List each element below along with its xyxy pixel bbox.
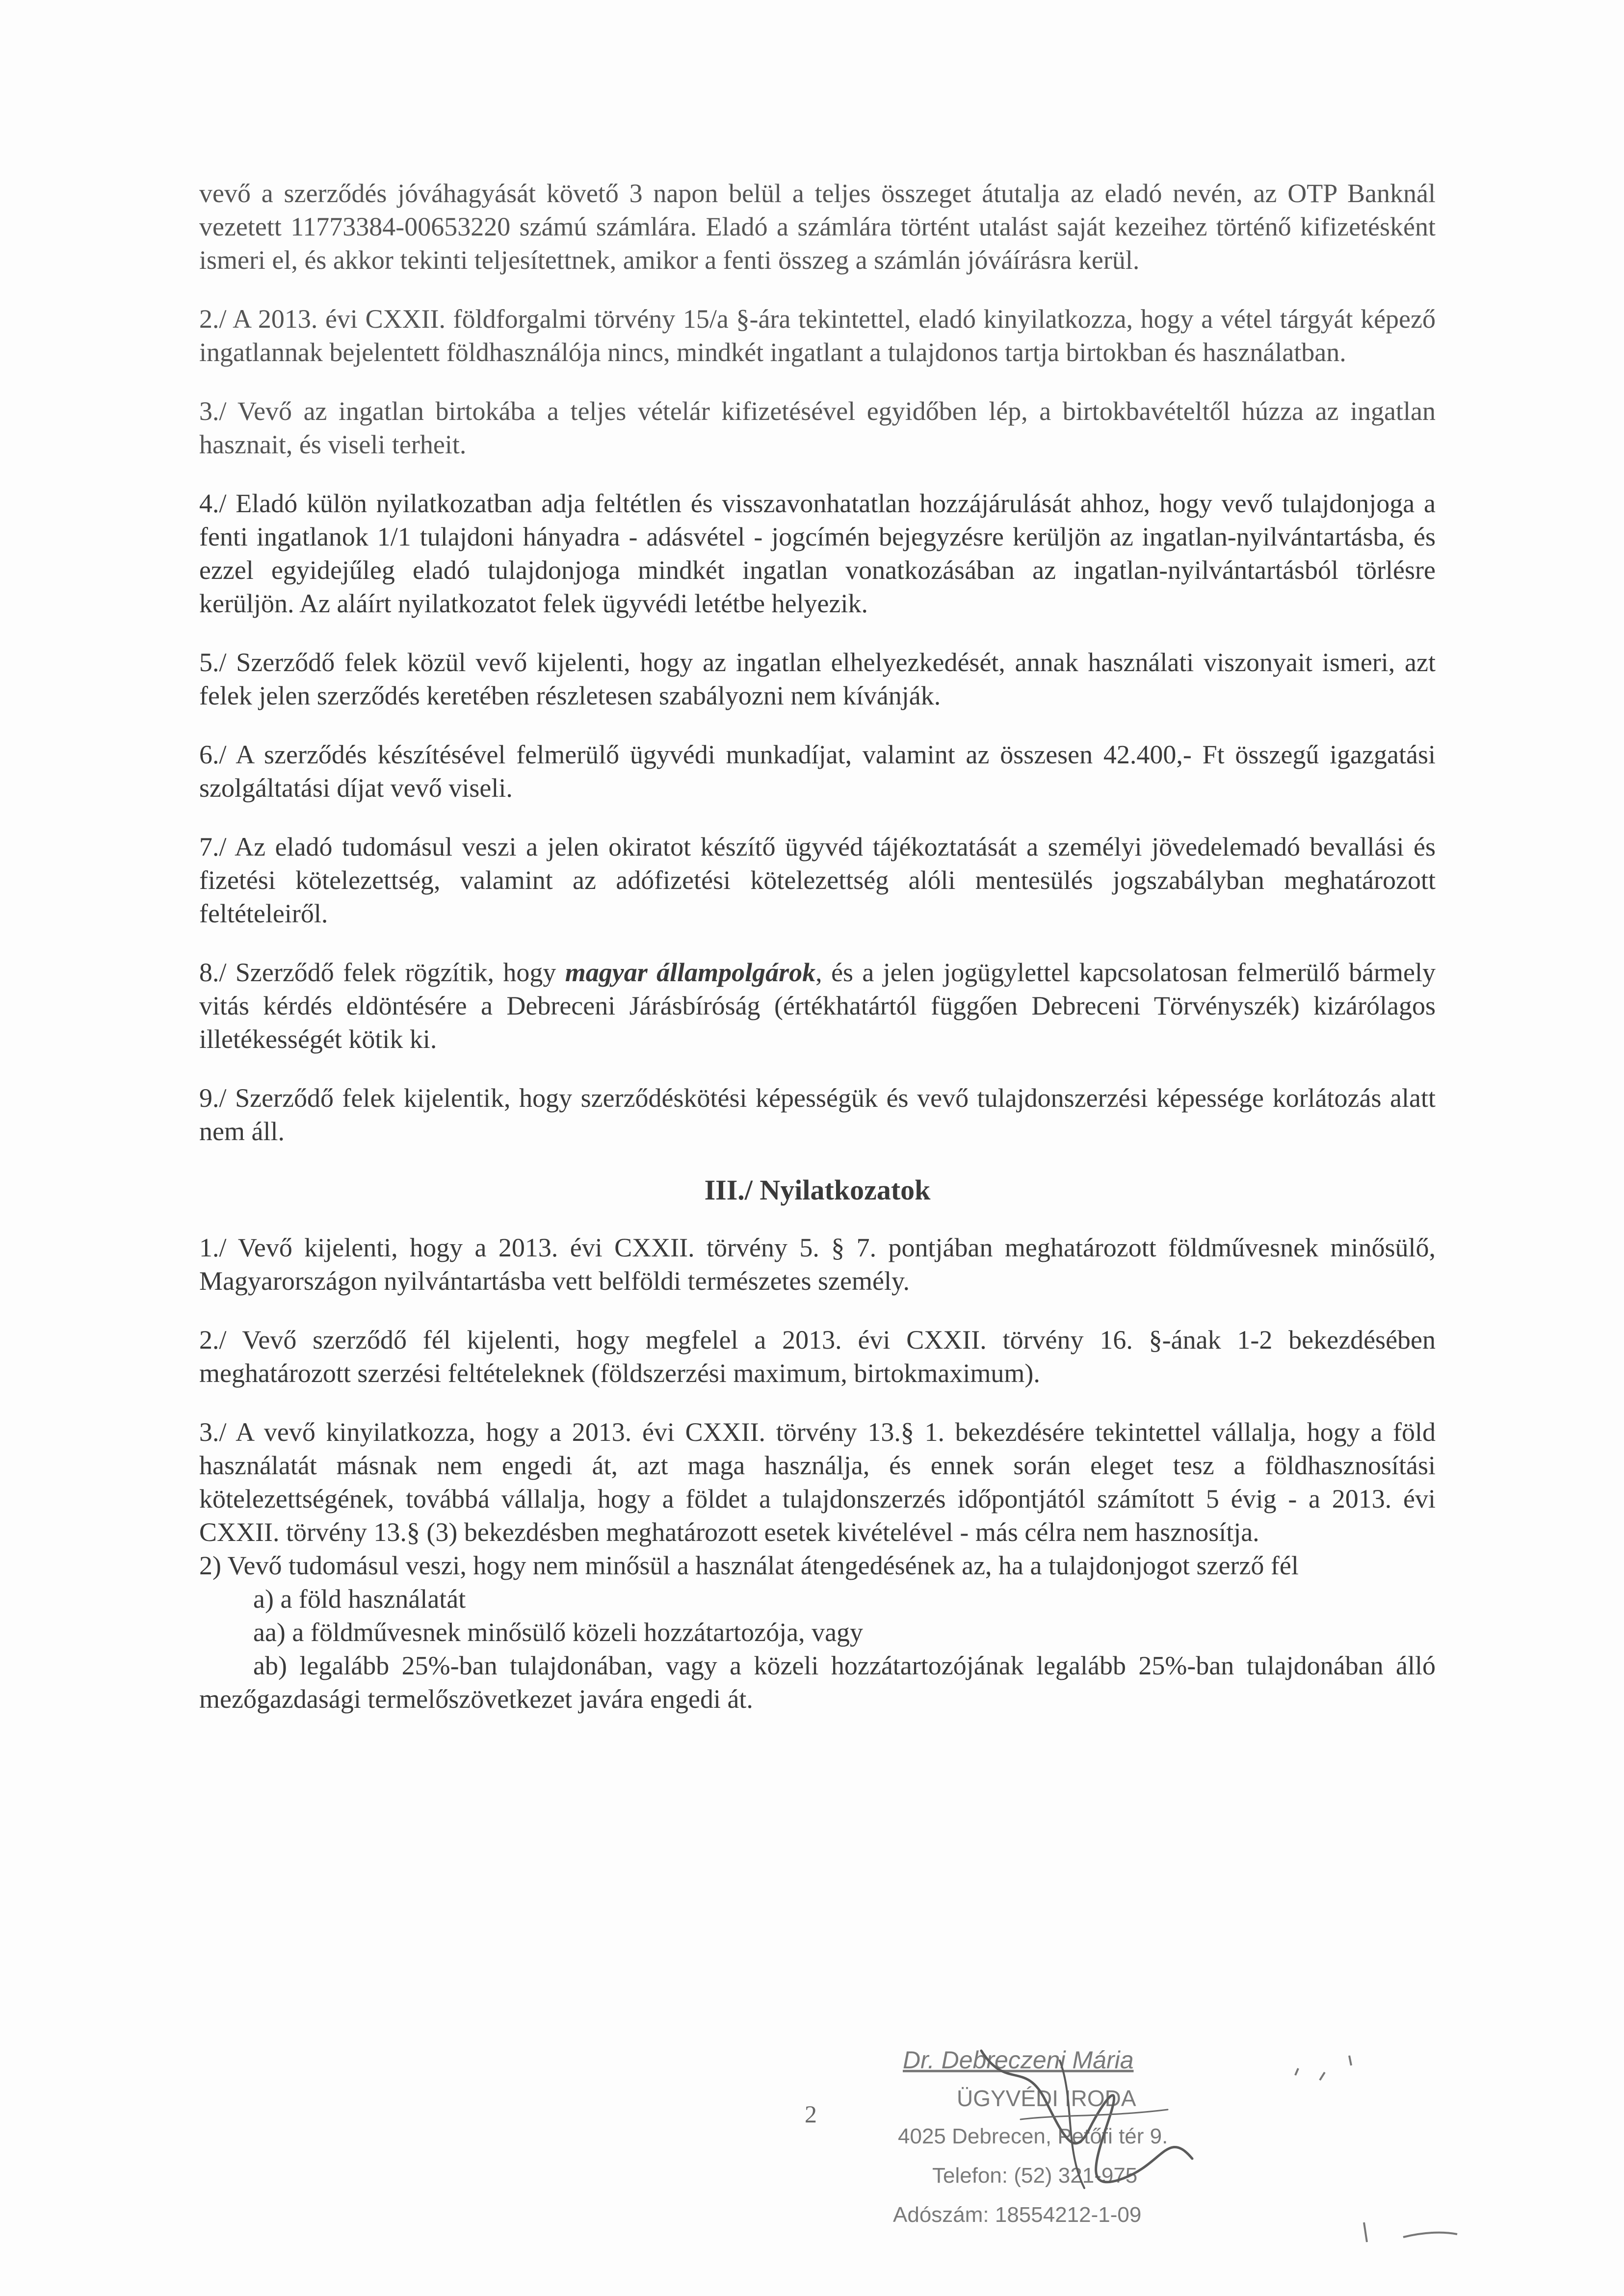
clause-2: 2) Vevő tudomásul veszi, hogy nem minősül a használat átengedésének az, ha a tulajdonjogot szerző fél — [199, 1551, 1299, 1580]
declaration-2: 2./ Vevő szerződő fél kijelenti, hogy megfelel a 2013. évi CXXII. törvény 16. §-ának 1-2 bekezdésében meghatározott szerzési feltételeknek (földszerzési maximum, birtokmaximum). — [199, 1325, 1436, 1388]
stamp-phone: Telefon: (52) 321-975 — [932, 2164, 1138, 2188]
page-number: 2 — [805, 2100, 817, 2128]
margin-marks — [1276, 2046, 1482, 2252]
stamp-office: ÜGYVÉDI IRODA — [957, 2086, 1136, 2111]
sub-clause-a: a) a föld használatát — [253, 1584, 466, 1614]
paragraph-8-end: , és a jelen jogügylettel kapcsolatosan felmerülő bármely vitás kérdés eldöntésére a Debreceni Járásbíróság (értékhatártól függően Debreceni Törvényszék) kizárólagos illetékességét kötik ki. — [199, 958, 1436, 1054]
stamp-tax-number: Adószám: 18554212-1-09 — [893, 2203, 1142, 2227]
paragraph-8-emphasis: magyar állampolgárok — [565, 958, 816, 987]
handwritten-signature — [962, 2031, 1217, 2218]
stamp-address: 4025 Debrecen, Petőfi tér 9. — [898, 2124, 1168, 2148]
paragraph-2: 2./ A 2013. évi CXXII. földforgalmi törvény 15/a §-ára tekintettel, eladó kinyilatkozza, hogy a vétel tárgyát képező ingatlannak bejelentett földhasználója nincs, mindkét ingatlant a tulajdonos tartja birtokban és használatban. — [199, 304, 1436, 367]
declaration-1: 1./ Vevő kijelenti, hogy a 2013. évi CXXII. törvény 5. § 7. pontjában meghatározott földművesnek minősülő, Magyarországon nyilvántartásba vett belföldi természetes személy. — [199, 1233, 1436, 1296]
sub-clause-ab: ab) legalább 25%-ban tulajdonában, vagy a közeli hozzátartozójának legalább 25%-ban tulajdonában álló mezőgazdasági termelőszövetkezet javára engedi át. — [199, 1651, 1436, 1714]
sub-clause-aa: aa) a földművesnek minősülő közeli hozzátartozója, vagy — [253, 1618, 864, 1647]
declaration-3: 3./ A vevő kinyilatkozza, hogy a 2013. évi CXXII. törvény 13.§ 1. bekezdésére tekintettel vállalja, hogy a föld használatát másnak nem engedi át, azt maga használja, és ennek során eleget tesz a földhasznosítási kötelezettségének, továbbá vállalja, hogy a földet a tulajdonszerzés időpontjától számított 5 évig - a 2013. évi CXXII. törvény 13.§ (3) bekezdésben meghatározott esetek kivételével - más célra nem hasznosítja. — [199, 1417, 1436, 1547]
stamp-name: Dr. Debreczeni Mária — [903, 2046, 1134, 2074]
paragraph-8 — [199, 956, 1436, 1056]
document-body — [199, 177, 1436, 1716]
paragraph-6: 6./ A szerződés készítésével felmerülő ügyvédi munkadíjat, valamint az összesen 42.400,- Ft összegű igazgatási szolgáltatási díjat vevő viseli. — [199, 740, 1436, 803]
paragraph-4: 4./ Eladó külön nyilatkozatban adja feltétlen és visszavonhatatlan hozzájárulását ahhoz, hogy vevő tulajdonjoga a fenti ingatlanok 1/1 tulajdoni hányadra - adásvétel - jogcímén bejegyzésre kerüljön az ingatlan-nyilvántartásba, és ezzel egyidejűleg eladó tulajdonjoga mindkét ingatlan vonatkozásában az ingatlan-nyilvántartásból törlésre kerüljön. Az aláírt nyilatkozatot felek ügyvédi letétbe helyezik. — [199, 489, 1436, 618]
paragraph-payment: vevő a szerződés jóváhagyását követő 3 napon belül a teljes összeget átutalja az eladó nevén, az OTP Banknál vezetett 11773384-00653220 számú számlára. Eladó a számlára történt utalást saját kezeihez történő kifizetésként ismeri el, és akkor tekinti teljesítettnek, amikor a fenti összeg a számlán jóváírásra kerül. — [199, 179, 1436, 275]
paragraph-9: 9./ Szerződő felek kijelentik, hogy szerződéskötési képességük és vevő tulajdonszerzési képessége korlátozás alatt nem áll. — [199, 1083, 1436, 1146]
paragraph-7: 7./ Az eladó tudomásul veszi a jelen okiratot készítő ügyvéd tájékoztatását a személyi jövedelemadó bevallási és fizetési kötelezettség, valamint az adófizetési kötelezettség alóli mentesülés jogszabályban meghatározott feltételeiről. — [199, 832, 1436, 928]
paragraph-5: 5./ Szerződő felek közül vevő kijelenti, hogy az ingatlan elhelyezkedését, annak használati viszonyait ismeri, azt felek jelen szerződés keretében részletesen szabályozni nem kívánják. — [199, 648, 1436, 710]
paragraph-8-start: 8./ Szerződő felek rögzítik, hogy — [199, 958, 565, 987]
section-heading: III./ Nyilatkozatok — [704, 1174, 931, 1206]
paragraph-3: 3./ Vevő az ingatlan birtokába a teljes vételár kifizetésével egyidőben lép, a birtokbavételtől húzza az ingatlan hasznait, és viseli terheit. — [199, 396, 1436, 459]
